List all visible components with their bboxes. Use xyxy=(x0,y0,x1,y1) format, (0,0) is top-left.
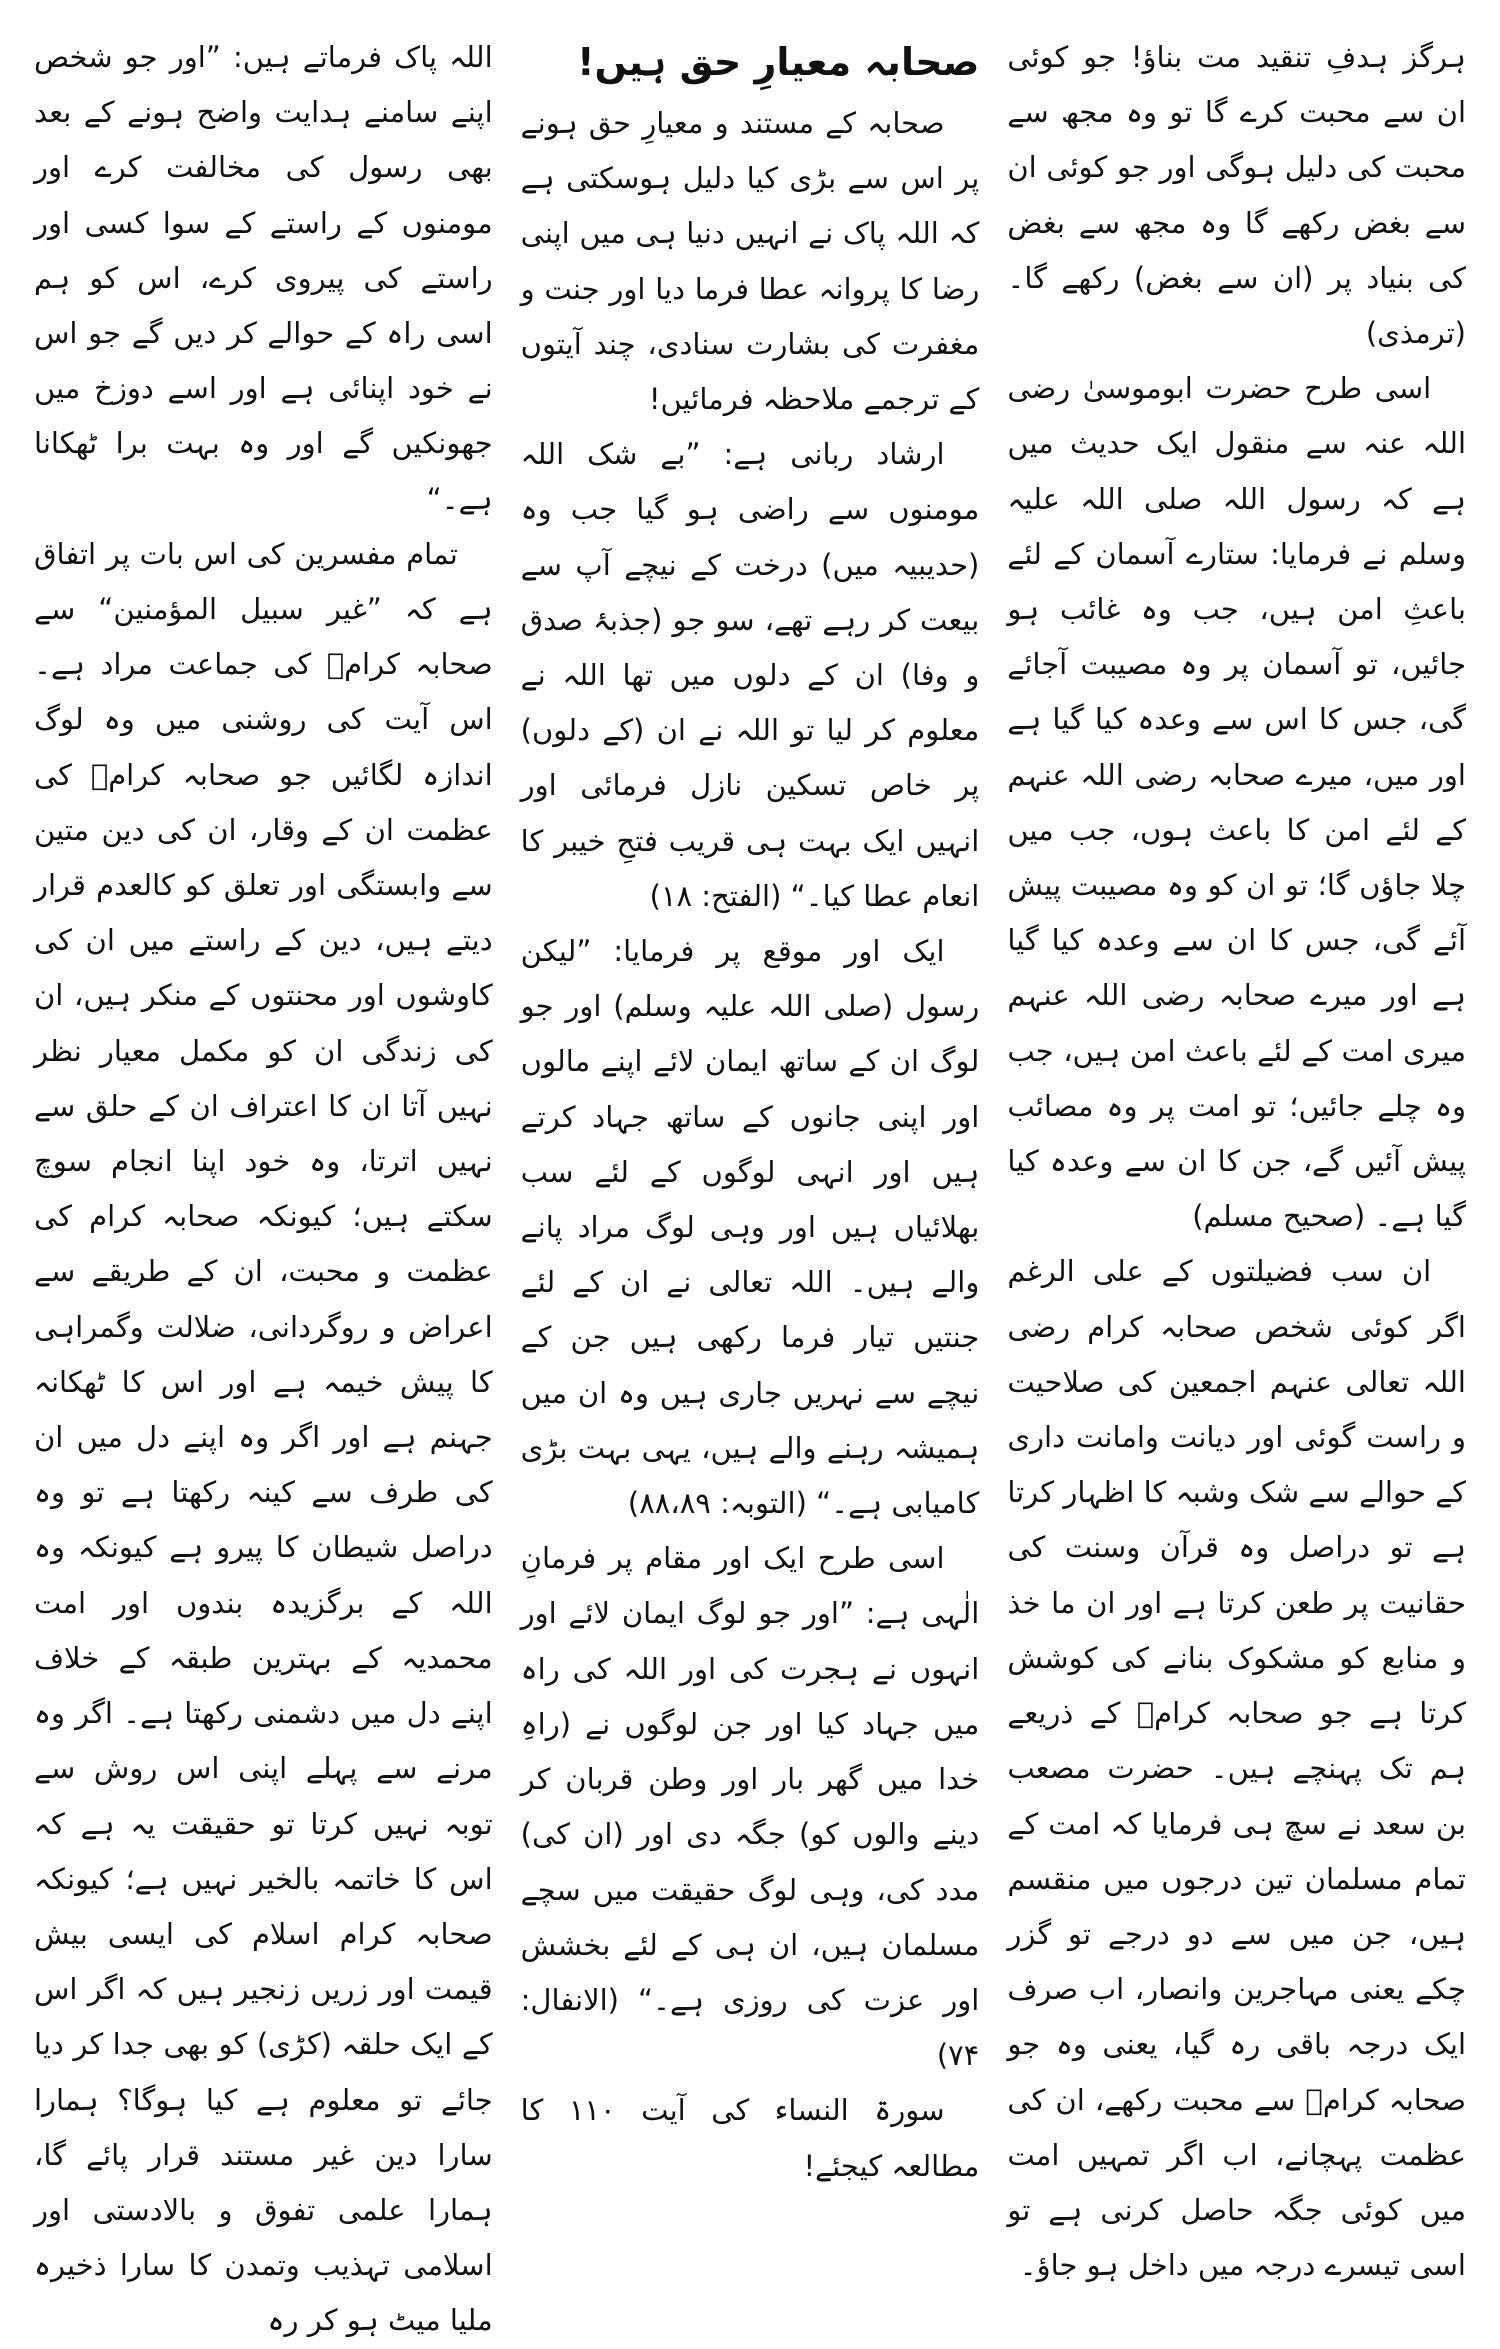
paragraph: ہرگز ہدفِ تنقید مت بناؤ! جو کوئی ان سے محبت کرے گا تو وہ مجھ سے محبت کی دلیل ہوگی اور جو کوئی ان سے بغض رکھے گا وہ مجھ سے بغض کی بنیاد پر (ان سے بغض) رکھے گا۔ (ترمذی) xyxy=(1007,40,1466,351)
column-middle xyxy=(520,30,980,2183)
paragraph: ارشاد ربانی ہے: ”بے شک اللہ مومنوں سے راضی ہو گیا جب وہ (حدیبیہ میں) درخت کے نیچے آپ سے بیعت کر رہے تھے، سو جو (جذبۂ صدق و وفا) ان کے دلوں میں تھا اللہ نے معلوم کر لیا تو اللہ نے ان (کے دلوں) پر خاص تسکین نازل فرمائی اور انہیں ایک بہت ہی قریب فتحِ خیبر کا انعام عطا کیا۔“ (الفتح: ۱۸) xyxy=(520,437,980,913)
paragraph: اسی طرح حضرت ابوموسیٰ رضی اللہ عنہ سے منقول ایک حدیث میں ہے کہ رسول اللہ صلی اللہ علیہ وسلم نے فرمایا: ستارے آسمان کے لئے باعثِ امن ہیں، جب وہ غائب ہو جائیں، تو آسمان پر وہ مصیبت آجائے گی، جس کا اس سے وعدہ کیا گیا ہے اور میں، میرے صحابہ رضی اللہ عنہم کے لئے امن کا باعث ہوں، جب میں چلا جاؤں گا؛ تو ان کو وہ مصیبت پیش آئے گی، جس کا ان سے وعدہ کیا گیا ہے اور میرے صحابہ رضی اللہ عنہم میری امت کے لئے باعث امن ہیں، جب وہ چلے جائیں؛ تو امت پر وہ مصائب پیش آئیں گے، جن کا ان سے وعدہ کیا گیا ہے۔ (صحیح مسلم) xyxy=(1007,371,1466,1234)
paragraph: صحابہ کے مستند و معیارِ حق ہونے پر اس سے بڑی کیا دلیل ہوسکتی ہے کہ اللہ پاک نے انہیں دنیا ہی میں اپنی رضا کا پروانہ عطا فرما دیا اور جنت و مغفرت کی بشارت سنادی، چند آیتوں کے ترجمے ملاحظہ فرمائیں! xyxy=(520,106,980,417)
paragraph: اللہ پاک فرماتے ہیں: ”اور جو شخص اپنے سامنے ہدایت واضح ہونے کے بعد بھی رسول کی مخالفت کرے اور مومنوں کے راستے کے سوا کسی اور راستے کی پیروی کرے، اس کو ہم اسی راہ کے حوالے کر دیں گے جو اس نے خود اپنائی ہے اور اسے دوزخ میں جھونکیں گے اور وہ بہت برا ٹھکانا ہے۔“ xyxy=(33,40,493,516)
article-columns xyxy=(33,30,1466,2338)
paragraph: ان سب فضیلتوں کے علی الرغم اگر کوئی شخص صحابہ کرام رضی اللہ تعالی عنہم اجمعین کی صلاحیت و راست گوئی اور دیانت وامانت داری کے حوالے سے شک وشبہ کا اظہار کرتا ہے تو دراصل وہ قرآن وسنت کی حقانیت پر طعن کرتا ہے اور ان ما خذ و منابع کو مشکوک بنانے کی کوشش کرتا ہے جو صحابہ کرامؓ کے ذریعے ہم تک پہنچے ہیں۔ حضرت مصعب بن سعد نے سچ ہی فرمایا کہ امت کے تمام مسلمان تین درجوں میں منقسم ہیں، جن میں سے دو درجے تو گزر چکے یعنی مہاجرین وانصار، اب صرف ایک درجہ باقی رہ گیا، یعنی وہ جو صحابہ کرامؓ سے محبت رکھے، ان کی عظمت پہچانے، اب اگر تمہیں امت میں کوئی جگہ حاصل کرنی ہے تو اسی تیسرے درجہ میں داخل ہو جاؤ۔ xyxy=(1007,1254,1466,2283)
paragraph: ایک اور موقع پر فرمایا: ”لیکن رسول (صلی اللہ علیہ وسلم) اور جو لوگ ان کے ساتھ ایمان لائے اپنے مالوں اور اپنی جانوں کے ساتھ جہاد کرتے ہیں اور انہی لوگوں کے لئے سب بھلائیاں ہیں اور وہی لوگ مراد پانے والے ہیں۔ اللہ تعالی نے ان کے لئے جنتیں تیار فرما رکھی ہیں جن کے نیچے سے نہریں جاری ہیں وہ ان میں ہمیشہ رہنے والے ہیں، یہی بہت بڑی کامیابی ہے۔“ (التوبہ: ۸۸،۸۹) xyxy=(520,934,980,1521)
column-left xyxy=(33,30,493,2338)
paragraph: سورۃ النساء کی آیت ۱۱۰ کا مطالعہ کیجئے! xyxy=(520,2093,980,2183)
column-right xyxy=(1007,30,1466,2283)
section-heading: صحابہ معیارِ حق ہیں! xyxy=(577,40,980,84)
paragraph: تمام مفسرین کی اس بات پر اتفاق ہے کہ ”غیر سبیل المؤمنین“ سے صحابہ کرامؓ کی جماعت مراد ہے۔ اس آیت کی روشنی میں وہ لوگ اندازہ لگائیں جو صحابہ کرامؓ کی عظمت ان کے وقار، ان کی دین متین سے وابستگی اور تعلق کو کالعدم قرار دیتے ہیں، دین کے راستے میں ان کی کاوشوں اور محنتوں کے منکر ہیں، ان کی زندگی ان کو مکمل معیار نظر نہیں آتا ان کا اعتراف ان کے حلق سے نہیں اترتا، وہ خود اپنا انجام سوچ سکتے ہیں؛ کیونکہ صحابہ کرام کی عظمت و محبت، ان کے طریقے سے اعراض و روگردانی، ضلالت وگمراہی کا پیش خیمہ ہے اور اس کا ٹھکانہ جہنم ہے اور اگر وہ اپنے دل میں ان کی طرف سے کینہ رکھتا ہے تو وہ دراصل شیطان کا پیرو ہے کیونکہ وہ اللہ کے برگزیدہ بندوں اور امت محمدیہ کے بہترین طبقہ کے خلاف اپنے دل میں دشمنی رکھتا ہے۔ اگر وہ مرنے سے پہلے اپنی اس روش سے توبہ نہیں کرتا تو حقیقت یہ ہے کہ اس کا خاتمہ بالخیر نہیں ہے؛ کیونکہ صحابہ کرام اسلام کی ایسی بیش قیمت اور زریں زنجیر ہیں کہ اگر اس کے ایک حلقہ (کڑی) کو بھی جدا کر دیا جائے تو معلوم ہے کیا ہوگا؟ ہمارا سارا دین غیر مستند قرار پائے گا، ہمارا علمی تفوق و بالادستی اور اسلامی تہذیب وتمدن کا سارا ذخیرہ ملیا میٹ ہو کر رہ xyxy=(33,536,493,2338)
paragraph: اسی طرح ایک اور مقام پر فرمانِ الٰہی ہے: ”اور جو لوگ ایمان لائے اور انہوں نے ہجرت کی اور اللہ کی راہ میں جہاد کیا اور جن لوگوں نے (راہِ خدا میں گھر بار اور وطن قربان کر دینے والوں کو) جگہ دی اور (ان کی) مدد کی، وہی لوگ حقیقت میں سچے مسلمان ہیں، ان ہی کے لئے بخشش اور عزت کی روزی ہے۔“ (الانفال: ۷۴) xyxy=(520,1541,980,2073)
